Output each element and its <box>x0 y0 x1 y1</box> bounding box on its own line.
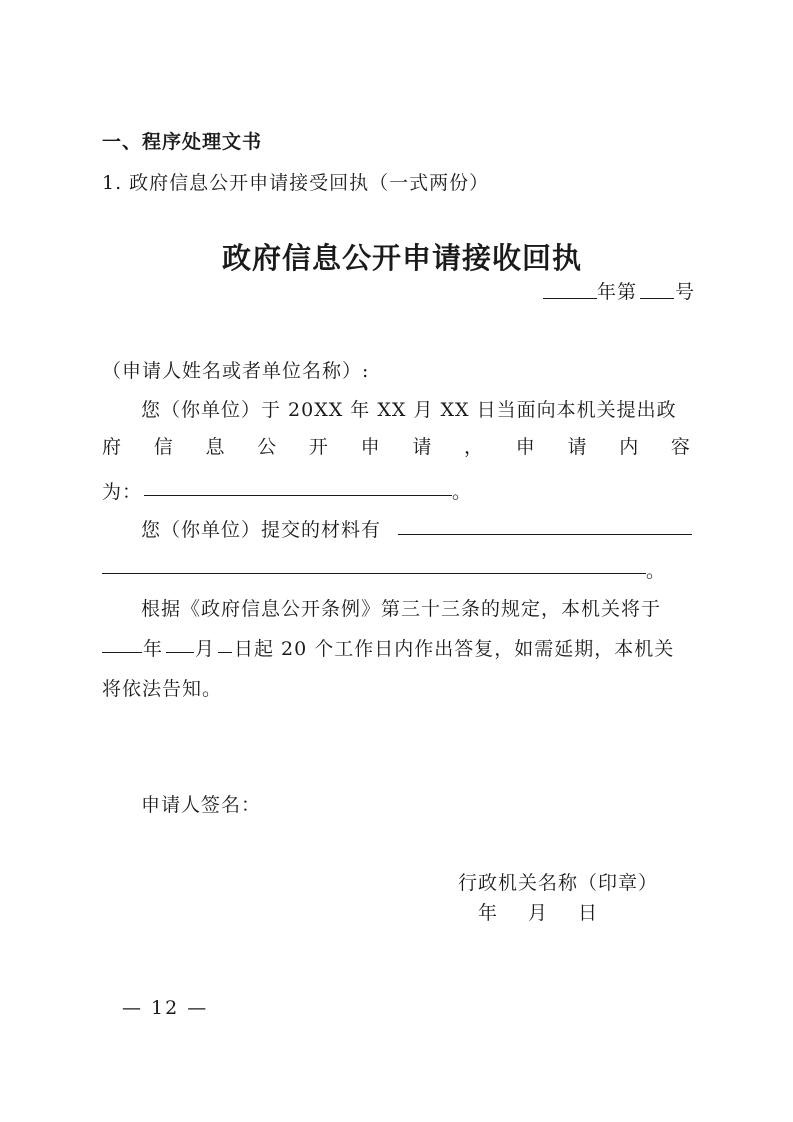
page-number: — 12 — <box>122 997 209 1019</box>
request-content-blank <box>144 495 452 496</box>
paragraph1-line3-prefix: 为： <box>102 481 143 503</box>
char: 府 <box>102 436 122 458</box>
paragraph2-line2-end: 。 <box>646 560 667 582</box>
date-line: 年 月 日 <box>478 902 604 924</box>
year-blank-line <box>543 298 597 299</box>
applicant-signature-label: 申请人签名： <box>141 794 262 816</box>
item-title: 1. 政府信息公开申请接受回执（一式两份） <box>102 172 490 194</box>
document-title: 政府信息公开申请接收回执 <box>222 241 583 275</box>
char: 申 <box>515 436 535 458</box>
paragraph3-line3: 将依法告知。 <box>102 678 223 700</box>
paragraph3-month-label: 月 <box>195 638 216 660</box>
paragraph3-line2-rest: 日起 20 个工作日内作出答复，如需延期，本机关 <box>234 638 675 660</box>
agency-name-seal-label: 行政机关名称（印章） <box>458 872 659 894</box>
char: 信 <box>153 436 173 458</box>
number-suffix-label: 号 <box>675 281 696 303</box>
number-blank-line <box>640 298 674 299</box>
reply-month-blank <box>166 652 194 653</box>
paragraph3-line1: 根据《政府信息公开条例》第三十三条的规定，本机关将于 <box>141 598 662 620</box>
char: 息 <box>205 436 225 458</box>
paragraph1-line3-end: 。 <box>452 481 473 503</box>
char: 公 <box>257 436 277 458</box>
addressee-label: （申请人姓名或者单位名称）: <box>102 360 370 382</box>
reply-day-blank <box>218 652 232 653</box>
number-year-label: 年第 <box>597 281 638 303</box>
paragraph2-line1: 您（你单位）提交的材料有 <box>141 519 382 541</box>
char: 开 <box>308 436 328 458</box>
materials-blank-line2 <box>102 573 646 574</box>
char: 容 <box>670 436 690 458</box>
reply-year-blank <box>102 652 142 653</box>
char: 请 <box>412 436 432 458</box>
char: ， <box>464 436 484 458</box>
materials-blank-line1 <box>398 534 692 535</box>
paragraph1-line1: 您（你单位）于 20XX 年 XX 月 XX 日当面向本机关提出政 <box>141 399 677 421</box>
char: 请 <box>567 436 587 458</box>
section-heading: 一、程序处理文书 <box>102 131 263 153</box>
paragraph1-line2 <box>102 432 690 459</box>
char: 内 <box>619 436 639 458</box>
paragraph3-year-label: 年 <box>143 638 164 660</box>
char: 申 <box>360 436 380 458</box>
